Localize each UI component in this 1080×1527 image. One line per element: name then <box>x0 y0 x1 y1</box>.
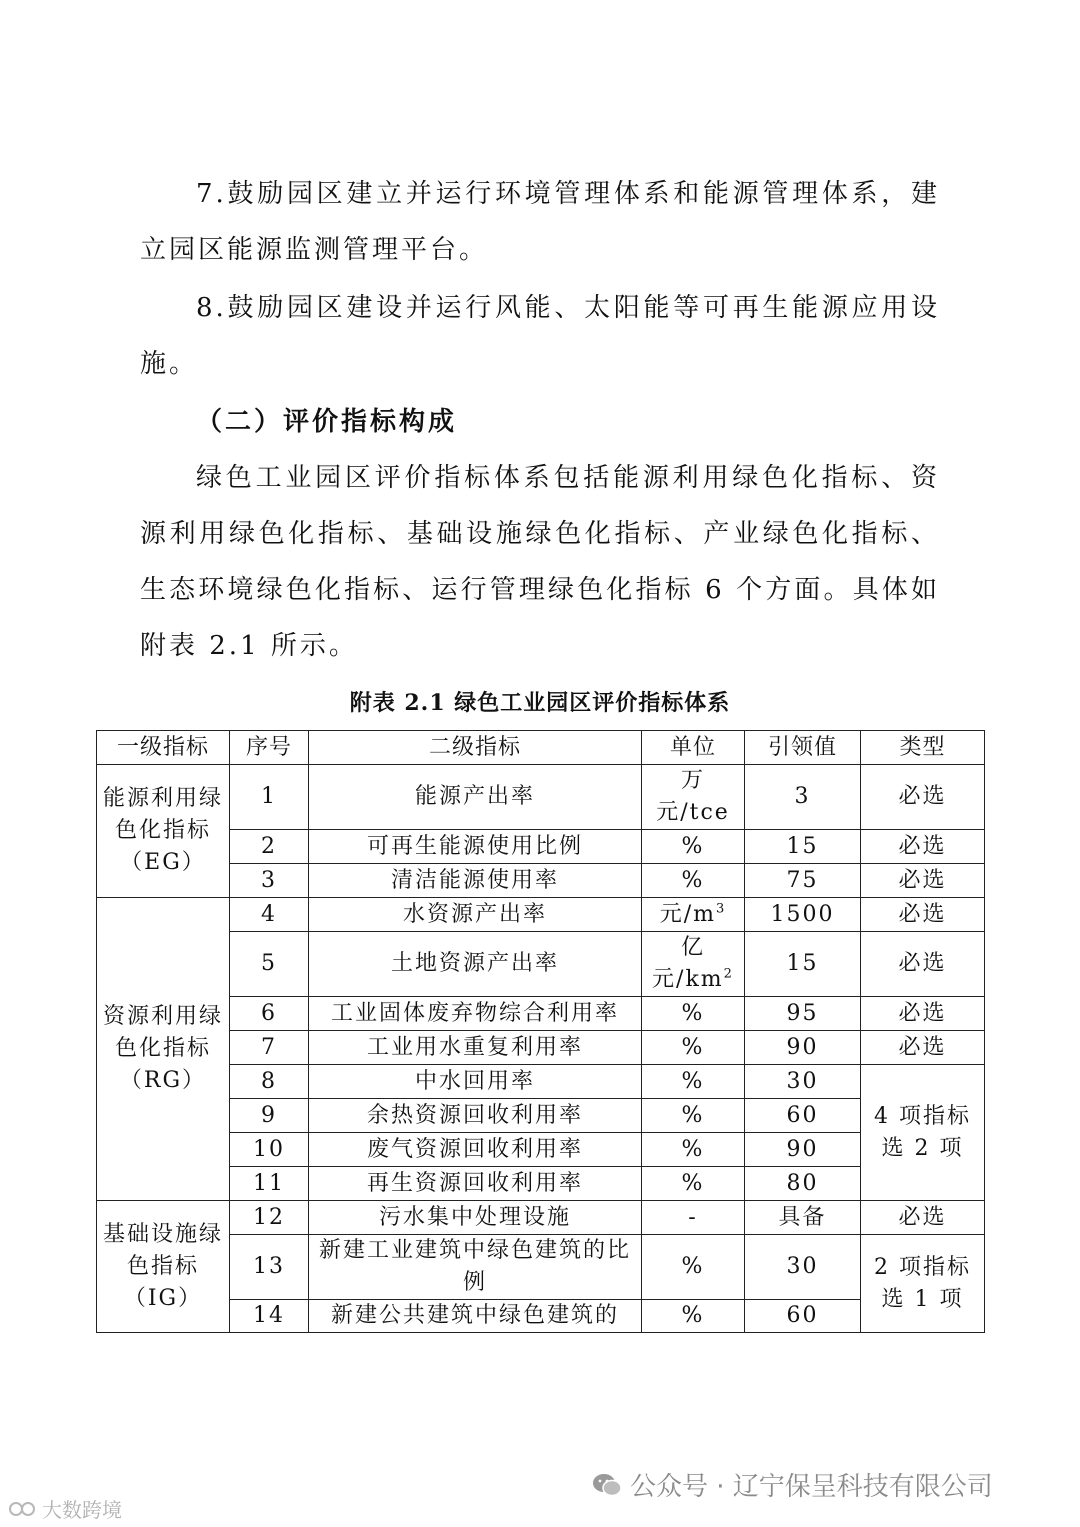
site-logo-icon <box>8 1498 38 1520</box>
paragraph-7: 7.鼓励园区建立并运行环境管理体系和能源管理体系，建立园区能源监测管理平台。 <box>140 179 940 265</box>
paragraph-indicators: 绿色工业园区评价指标体系包括能源利用绿色化指标、资源利用绿色化指标、基础设施绿色化指标、产业绿色化指标、生态环境绿色化指标、运行管理绿色化指标 6 个方面。具体如附表 2.1 所示。 <box>140 463 940 661</box>
header-target: 引领值 <box>745 731 861 765</box>
table-row: 5 土地资源产出率 亿元$/km^2$ 15 必选 <box>97 932 985 997</box>
indicator-table <box>96 730 985 1333</box>
table-row: 13 新建工业建筑中绿色建筑的比例 % 30 2 项指标选 1 项 <box>97 1235 985 1300</box>
type-rg-optional: 4 项指标选 2 项 <box>861 1065 985 1201</box>
table-row: 基础设施绿色指标（IG） 12 污水集中处理设施 - 具备 必选 <box>97 1201 985 1235</box>
group-eg: 能源利用绿色化指标（EG） <box>97 765 230 898</box>
table-row: 9 余热资源回收利用率 % 60 <box>97 1099 985 1133</box>
site-watermark <box>8 1494 122 1523</box>
header-level2: 二级指标 <box>309 731 642 765</box>
wechat-watermark-text: 公众号 · 辽宁保呈科技有限公司 <box>630 1472 993 1502</box>
table-row: 2 可再生能源使用比例 % 15 必选 <box>97 830 985 864</box>
unit-cell: 亿元$/km^2$ <box>642 932 745 997</box>
header-level1: 一级指标 <box>97 731 230 765</box>
site-watermark-text: 大数跨境 <box>42 1498 122 1522</box>
group-rg: 资源利用绿色化指标（RG） <box>97 898 230 1201</box>
table-row: 11 再生资源回收利用率 % 80 <box>97 1167 985 1201</box>
table-row: 6 工业固体废弃物综合利用率 % 95 必选 <box>97 997 985 1031</box>
header-type: 类型 <box>861 731 985 765</box>
table-caption: 附表 2.1 绿色工业园区评价指标体系 <box>349 690 731 716</box>
type-ig-optional: 2 项指标选 1 项 <box>861 1235 985 1333</box>
table-row: 7 工业用水重复利用率 % 90 必选 <box>97 1031 985 1065</box>
header-no: 序号 <box>230 731 309 765</box>
unit-cell: 元$/m^3$ <box>642 898 745 932</box>
paragraph-8: 8.鼓励园区建设并运行风能、太阳能等可再生能源应用设施。 <box>140 293 940 379</box>
section-heading: （二）评价指标构成 <box>196 407 458 437</box>
wechat-icon <box>592 1472 622 1498</box>
table-row: 3 清洁能源使用率 % 75 必选 <box>97 864 985 898</box>
table-row: 14 新建公共建筑中绿色建筑的 % 60 <box>97 1300 985 1333</box>
header-unit: 单位 <box>642 731 745 765</box>
table-row: 10 废气资源回收利用率 % 90 <box>97 1133 985 1167</box>
table-row: 资源利用绿色化指标（RG） 4 水资源产出率 元$/m^3$ 1500 必选 <box>97 898 985 932</box>
table-row: 能源利用绿色化指标（EG） 1 能源产出率 万元/tce 3 必选 <box>97 765 985 830</box>
wechat-watermark <box>592 1466 993 1503</box>
table-row: 8 中水回用率 % 30 4 项指标选 2 项 <box>97 1065 985 1099</box>
group-ig: 基础设施绿色指标（IG） <box>97 1201 230 1333</box>
table-header-row <box>97 731 985 765</box>
